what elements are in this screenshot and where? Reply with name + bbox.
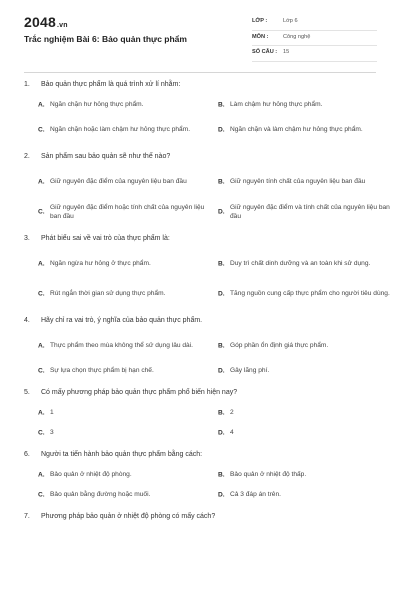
question-text: Phát biểu sai về vai trò của thực phẩm là: bbox=[41, 235, 170, 242]
option-letter: C. bbox=[38, 491, 45, 499]
question-number: 6. bbox=[24, 451, 30, 458]
option-grid bbox=[24, 470, 376, 500]
meta-label: MÔN : bbox=[252, 33, 269, 40]
option-text: Bảo quản ở nhiệt độ thấp. bbox=[230, 471, 307, 479]
option-text: Bảo quản ở nhiệt độ phòng. bbox=[50, 471, 132, 479]
question-stem bbox=[24, 80, 376, 90]
option-c[interactable] bbox=[38, 120, 210, 140]
option-text: Thực phẩm theo mùa không thể sử dụng lâu dài. bbox=[50, 342, 193, 350]
option-text: Góp phần ổn định giá thực phẩm. bbox=[230, 342, 329, 350]
option-letter: D. bbox=[218, 367, 225, 375]
question-list bbox=[24, 80, 390, 534]
option-text: 1 bbox=[50, 409, 54, 417]
option-letter: D. bbox=[218, 491, 225, 499]
option-grid bbox=[24, 336, 376, 376]
option-b[interactable] bbox=[218, 336, 390, 356]
option-letter: D. bbox=[218, 126, 225, 134]
option-letter: B. bbox=[218, 342, 225, 350]
option-a[interactable] bbox=[38, 254, 210, 274]
option-text: Làm chậm hư hỏng thực phẩm. bbox=[230, 101, 323, 109]
option-text: Ngăn ngừa hư hỏng ở thực phẩm. bbox=[50, 260, 151, 268]
question-number: 2. bbox=[24, 153, 30, 160]
question-number: 5. bbox=[24, 389, 30, 396]
logo-main: 2048 bbox=[24, 14, 56, 30]
question-item bbox=[24, 80, 376, 140]
option-letter: B. bbox=[218, 178, 225, 186]
meta-value: 15 bbox=[283, 49, 290, 55]
meta-label: LỚP : bbox=[252, 18, 268, 24]
option-text: 3 bbox=[50, 429, 54, 437]
logo-suffix: .vn bbox=[56, 22, 68, 29]
option-grid bbox=[24, 172, 390, 222]
header-divider bbox=[24, 72, 376, 73]
option-d[interactable] bbox=[218, 366, 390, 376]
option-grid bbox=[24, 254, 390, 304]
question-text: Người ta tiến hành bảo quản thực phẩm bằng cách: bbox=[41, 451, 203, 458]
option-text: Giữ nguyên tính chất của nguyên liệu ban đầu bbox=[230, 178, 366, 186]
option-letter: C. bbox=[38, 208, 45, 216]
option-letter: A. bbox=[38, 342, 45, 350]
option-text: Duy trì chất dinh dưỡng và an toàn khi sử dụng. bbox=[230, 260, 371, 268]
meta-row-subject bbox=[252, 31, 377, 47]
option-b[interactable] bbox=[218, 408, 390, 418]
question-stem bbox=[24, 316, 376, 326]
question-number: 1. bbox=[24, 81, 30, 88]
question-item bbox=[24, 234, 390, 304]
option-letter: C. bbox=[38, 290, 45, 298]
meta-label: SỐ CÂU : bbox=[252, 49, 278, 55]
option-a[interactable] bbox=[38, 100, 210, 110]
option-grid bbox=[24, 408, 376, 438]
site-logo[interactable] bbox=[24, 14, 68, 30]
option-text: Giữ nguyên đặc điểm hoặc tính chất của nguyên liệu ban đầu bbox=[50, 203, 205, 220]
option-letter: A. bbox=[38, 260, 45, 268]
page-header bbox=[0, 0, 400, 66]
question-number: 4. bbox=[24, 317, 30, 324]
option-text: Ngăn chặn và làm chậm hư hỏng thực phẩm. bbox=[230, 126, 363, 134]
question-item bbox=[24, 316, 376, 376]
option-grid bbox=[24, 100, 376, 140]
question-stem bbox=[24, 152, 376, 162]
option-text: Tăng nguồn cung cấp thực phẩm cho người tiêu dùng. bbox=[230, 290, 390, 298]
question-text: Bảo quản thực phẩm là quá trình xử lí nhằm: bbox=[41, 81, 181, 88]
option-a[interactable] bbox=[38, 172, 210, 192]
page-title: Trắc nghiệm Bài 6: Bảo quản thực phẩm bbox=[24, 34, 187, 44]
option-letter: B. bbox=[218, 409, 225, 417]
option-text: Giữ nguyên đặc điểm và tính chất của nguyên liệu ban đầu bbox=[230, 203, 390, 220]
option-a[interactable] bbox=[38, 408, 210, 418]
option-text: Ngăn chặn hoặc làm chậm hư hỏng thực phẩm. bbox=[50, 126, 191, 134]
option-letter: C. bbox=[38, 429, 45, 437]
quiz-meta bbox=[252, 15, 377, 62]
option-letter: A. bbox=[38, 409, 45, 417]
option-letter: D. bbox=[218, 429, 225, 437]
option-d[interactable] bbox=[218, 120, 390, 140]
question-item bbox=[24, 450, 376, 500]
question-text: Sản phẩm sau bảo quản sẽ như thế nào? bbox=[41, 153, 171, 160]
option-letter: B. bbox=[218, 101, 225, 109]
option-text: Rút ngắn thời gian sử dụng thực phẩm. bbox=[50, 290, 166, 298]
question-number: 7. bbox=[24, 513, 30, 520]
option-c[interactable] bbox=[38, 490, 210, 500]
option-c[interactable] bbox=[38, 366, 210, 376]
question-stem bbox=[24, 388, 376, 398]
meta-row-count bbox=[252, 46, 377, 62]
option-b[interactable] bbox=[218, 470, 390, 480]
option-a[interactable] bbox=[38, 336, 210, 356]
meta-row-class bbox=[252, 15, 377, 31]
option-d[interactable] bbox=[218, 490, 390, 500]
option-d[interactable] bbox=[218, 202, 390, 222]
option-text: Gây lãng phí. bbox=[230, 367, 270, 375]
question-text: Có mấy phương pháp bảo quản thực phẩm phổ biến hiện nay? bbox=[41, 389, 238, 396]
option-d[interactable] bbox=[218, 428, 390, 438]
option-letter: A. bbox=[38, 471, 45, 479]
option-b[interactable] bbox=[218, 100, 390, 110]
option-c[interactable] bbox=[38, 428, 210, 438]
option-letter: A. bbox=[38, 101, 45, 109]
option-text: Bảo quản bằng đường hoặc muối. bbox=[50, 491, 151, 499]
question-stem bbox=[24, 450, 376, 460]
option-letter: B. bbox=[218, 260, 225, 268]
option-d[interactable] bbox=[218, 284, 390, 304]
question-number: 3. bbox=[24, 235, 30, 242]
option-c[interactable] bbox=[38, 202, 210, 222]
option-letter: C. bbox=[38, 367, 45, 375]
option-letter: B. bbox=[218, 471, 225, 479]
option-text: Cả 3 đáp án trên. bbox=[230, 491, 281, 499]
option-letter: D. bbox=[218, 208, 225, 216]
option-letter: D. bbox=[218, 290, 225, 298]
meta-value: Lớp 6 bbox=[283, 18, 298, 24]
question-text: Hãy chỉ ra vai trò, ý nghĩa của bảo quản thực phẩm. bbox=[41, 317, 203, 324]
question-stem bbox=[24, 234, 376, 244]
option-b[interactable] bbox=[218, 254, 390, 274]
option-text: 4 bbox=[230, 429, 234, 437]
option-c[interactable] bbox=[38, 284, 210, 304]
question-item bbox=[24, 388, 376, 438]
option-text: Ngăn chặn hư hỏng thực phẩm. bbox=[50, 101, 144, 109]
option-text: Sự lựa chọn thực phẩm bị hạn chế. bbox=[50, 367, 154, 375]
question-text: Phương pháp bảo quản ở nhiệt độ phòng có mấy cách? bbox=[41, 513, 216, 520]
question-item bbox=[24, 152, 390, 222]
question-stem bbox=[24, 512, 376, 522]
question-item bbox=[24, 512, 376, 522]
option-text: Giữ nguyên đặc điểm của nguyên liệu ban đầu bbox=[50, 178, 187, 186]
option-letter: C. bbox=[38, 126, 45, 134]
meta-value: Công nghệ bbox=[283, 33, 311, 40]
option-letter: A. bbox=[38, 178, 45, 186]
option-a[interactable] bbox=[38, 470, 210, 480]
option-b[interactable] bbox=[218, 172, 390, 192]
option-text: 2 bbox=[230, 409, 234, 417]
